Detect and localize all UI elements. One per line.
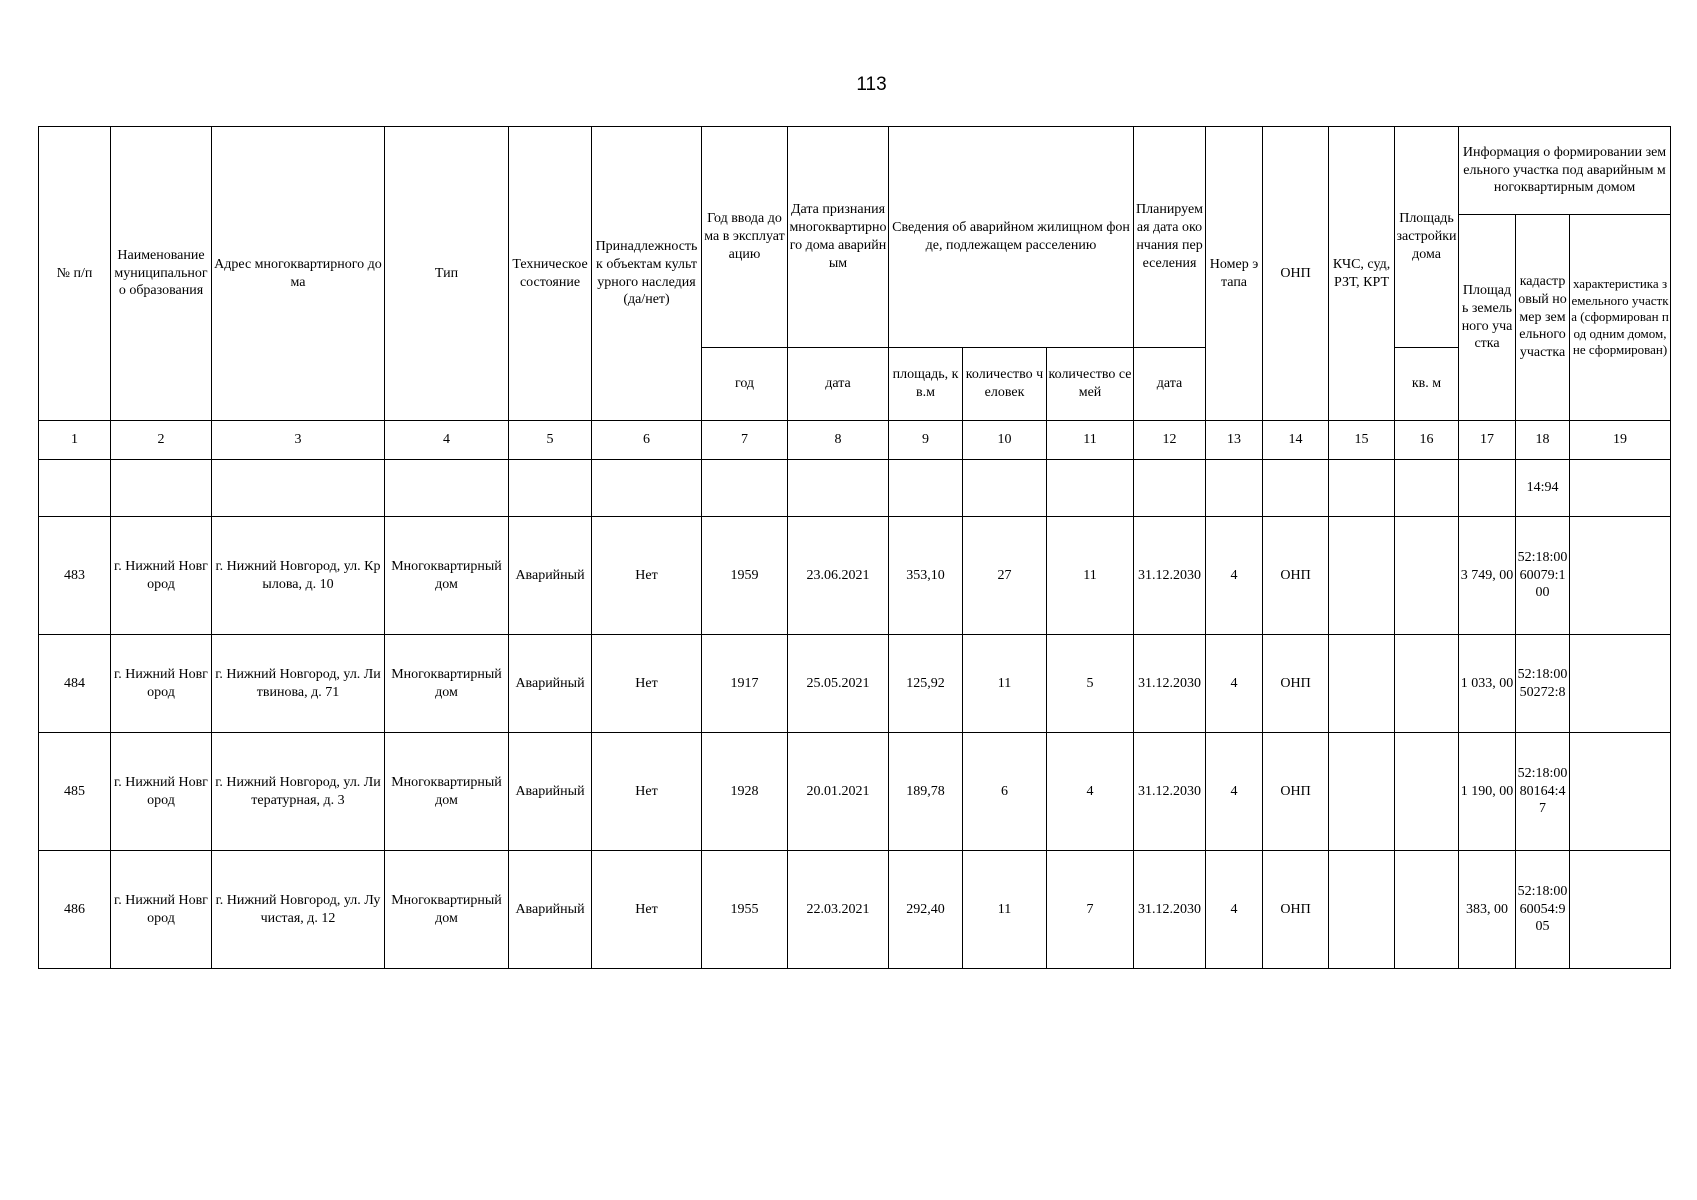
unit-year: год <box>702 348 788 421</box>
commission-year: 1928 <box>702 733 788 851</box>
header-address: Адрес многоквартирного дома <box>212 127 385 421</box>
column-number: 12 <box>1134 421 1206 460</box>
address: г. Нижний Новгород, ул. Лучистая, д. 12 <box>212 851 385 969</box>
resettlement-date: 31.12.2030 <box>1134 517 1206 635</box>
header-emergency-fund: Сведения об аварийном жилищном фонде, подлежащем расселению <box>889 127 1134 348</box>
heritage-status: Нет <box>592 733 702 851</box>
column-number: 3 <box>212 421 385 460</box>
people-count: 27 <box>963 517 1047 635</box>
land-characteristic <box>1570 635 1671 733</box>
family-count: 11 <box>1047 517 1134 635</box>
emergency-area: 125,92 <box>889 635 963 733</box>
row-number: 486 <box>39 851 111 969</box>
column-number-row <box>39 421 1671 460</box>
kchs-cell <box>1329 851 1395 969</box>
emergency-area: 353,10 <box>889 517 963 635</box>
column-number: 4 <box>385 421 509 460</box>
unit-resettlement-date: дата <box>1134 348 1206 421</box>
stage-number: 4 <box>1206 517 1263 635</box>
header-kchs: КЧС, суд, РЗТ, КРТ <box>1329 127 1395 421</box>
cadastral-number: 52:18:0050272:8 <box>1516 635 1570 733</box>
table-row <box>39 635 1671 733</box>
page-number: 113 <box>856 74 887 95</box>
emergency-housing-table <box>38 126 1671 969</box>
land-characteristic <box>1570 851 1671 969</box>
people-count: 11 <box>963 635 1047 733</box>
family-count: 7 <box>1047 851 1134 969</box>
header-heritage: Принадлежность к объектам культурного наследия (да/нет) <box>592 127 702 421</box>
house-type: Многоквартирный дом <box>385 851 509 969</box>
land-area: 383, 00 <box>1459 851 1516 969</box>
family-count: 4 <box>1047 733 1134 851</box>
onp-cell: ОНП <box>1263 517 1329 635</box>
row-number: 483 <box>39 517 111 635</box>
municipality: г. Нижний Новгород <box>111 733 212 851</box>
column-number: 8 <box>788 421 889 460</box>
column-number: 6 <box>592 421 702 460</box>
onp-cell: ОНП <box>1263 851 1329 969</box>
address: г. Нижний Новгород, ул. Литвинова, д. 71 <box>212 635 385 733</box>
kchs-cell <box>1329 635 1395 733</box>
people-count: 6 <box>963 733 1047 851</box>
unit-area: площадь, кв.м <box>889 348 963 421</box>
family-count: 5 <box>1047 635 1134 733</box>
header-built-area: Площадь застройки дома <box>1395 127 1459 348</box>
header-land-area: Площадь земельного участка <box>1459 215 1516 421</box>
commission-year: 1955 <box>702 851 788 969</box>
header-row-1 <box>39 127 1671 215</box>
municipality: г. Нижний Новгород <box>111 851 212 969</box>
recognition-date: 23.06.2021 <box>788 517 889 635</box>
built-area <box>1395 851 1459 969</box>
cadastral-number: 52:18:0060079:100 <box>1516 517 1570 635</box>
onp-cell: ОНП <box>1263 733 1329 851</box>
column-number: 13 <box>1206 421 1263 460</box>
column-number: 1 <box>39 421 111 460</box>
land-area: 3 749, 00 <box>1459 517 1516 635</box>
kchs-cell <box>1329 733 1395 851</box>
header-municipality: Наименование муниципального образования <box>111 127 212 421</box>
unit-date: дата <box>788 348 889 421</box>
cadastral-number: 52:18:0080164:47 <box>1516 733 1570 851</box>
header-resettlement-date: Планируемая дата окончания переселения <box>1134 127 1206 348</box>
continuation-row <box>39 460 1671 517</box>
header-land-characteristic: характеристика земельного участка (сформирован под одним домом, не сформирован) <box>1570 215 1671 421</box>
table-row <box>39 517 1671 635</box>
land-area: 1 190, 00 <box>1459 733 1516 851</box>
municipality: г. Нижний Новгород <box>111 635 212 733</box>
people-count: 11 <box>963 851 1047 969</box>
house-type: Многоквартирный дом <box>385 517 509 635</box>
header-condition: Техническое состояние <box>509 127 592 421</box>
house-type: Многоквартирный дом <box>385 635 509 733</box>
recognition-date: 22.03.2021 <box>788 851 889 969</box>
header-onp: ОНП <box>1263 127 1329 421</box>
recognition-date: 25.05.2021 <box>788 635 889 733</box>
built-area <box>1395 733 1459 851</box>
cadastral-number: 52:18:0060054:905 <box>1516 851 1570 969</box>
unit-built-area: кв. м <box>1395 348 1459 421</box>
column-number: 7 <box>702 421 788 460</box>
technical-condition: Аварийный <box>509 517 592 635</box>
header-no: № п/п <box>39 127 111 421</box>
column-number: 18 <box>1516 421 1570 460</box>
address: г. Нижний Новгород, ул. Крылова, д. 10 <box>212 517 385 635</box>
land-characteristic <box>1570 733 1671 851</box>
column-number: 15 <box>1329 421 1395 460</box>
column-number: 9 <box>889 421 963 460</box>
resettlement-date: 31.12.2030 <box>1134 851 1206 969</box>
unit-families: количество семей <box>1047 348 1134 421</box>
technical-condition: Аварийный <box>509 851 592 969</box>
heritage-status: Нет <box>592 851 702 969</box>
kchs-cell <box>1329 517 1395 635</box>
resettlement-date: 31.12.2030 <box>1134 635 1206 733</box>
stage-number: 4 <box>1206 733 1263 851</box>
heritage-status: Нет <box>592 517 702 635</box>
cadastral-number: 14:94 <box>1516 460 1570 517</box>
municipality: г. Нижний Новгород <box>111 517 212 635</box>
header-year: Год ввода дома в эксплуатацию <box>702 127 788 348</box>
unit-people: количество человек <box>963 348 1047 421</box>
row-number: 485 <box>39 733 111 851</box>
built-area <box>1395 635 1459 733</box>
address: г. Нижний Новгород, ул. Литературная, д. 3 <box>212 733 385 851</box>
row-number: 484 <box>39 635 111 733</box>
header-land-info: Информация о формировании земельного участка под аварийным многоквартирным домом <box>1459 127 1671 215</box>
recognition-date: 20.01.2021 <box>788 733 889 851</box>
onp-cell: ОНП <box>1263 635 1329 733</box>
column-number: 2 <box>111 421 212 460</box>
commission-year: 1917 <box>702 635 788 733</box>
resettlement-date: 31.12.2030 <box>1134 733 1206 851</box>
heritage-status: Нет <box>592 635 702 733</box>
table-row <box>39 733 1671 851</box>
land-characteristic <box>1570 517 1671 635</box>
header-recognition-date: Дата признания многоквартирного дома аварийным <box>788 127 889 348</box>
technical-condition: Аварийный <box>509 635 592 733</box>
land-area: 1 033, 00 <box>1459 635 1516 733</box>
column-number: 19 <box>1570 421 1671 460</box>
emergency-area: 189,78 <box>889 733 963 851</box>
column-number: 5 <box>509 421 592 460</box>
column-number: 11 <box>1047 421 1134 460</box>
built-area <box>1395 517 1459 635</box>
stage-number: 4 <box>1206 635 1263 733</box>
header-type: Тип <box>385 127 509 421</box>
header-cadastral: кадастровый номер земельного участка <box>1516 215 1570 421</box>
commission-year: 1959 <box>702 517 788 635</box>
header-stage: Номер этапа <box>1206 127 1263 421</box>
column-number: 16 <box>1395 421 1459 460</box>
stage-number: 4 <box>1206 851 1263 969</box>
column-number: 10 <box>963 421 1047 460</box>
data-rows <box>39 517 1671 969</box>
column-number: 14 <box>1263 421 1329 460</box>
column-number: 17 <box>1459 421 1516 460</box>
technical-condition: Аварийный <box>509 733 592 851</box>
emergency-area: 292,40 <box>889 851 963 969</box>
table-row <box>39 851 1671 969</box>
house-type: Многоквартирный дом <box>385 733 509 851</box>
